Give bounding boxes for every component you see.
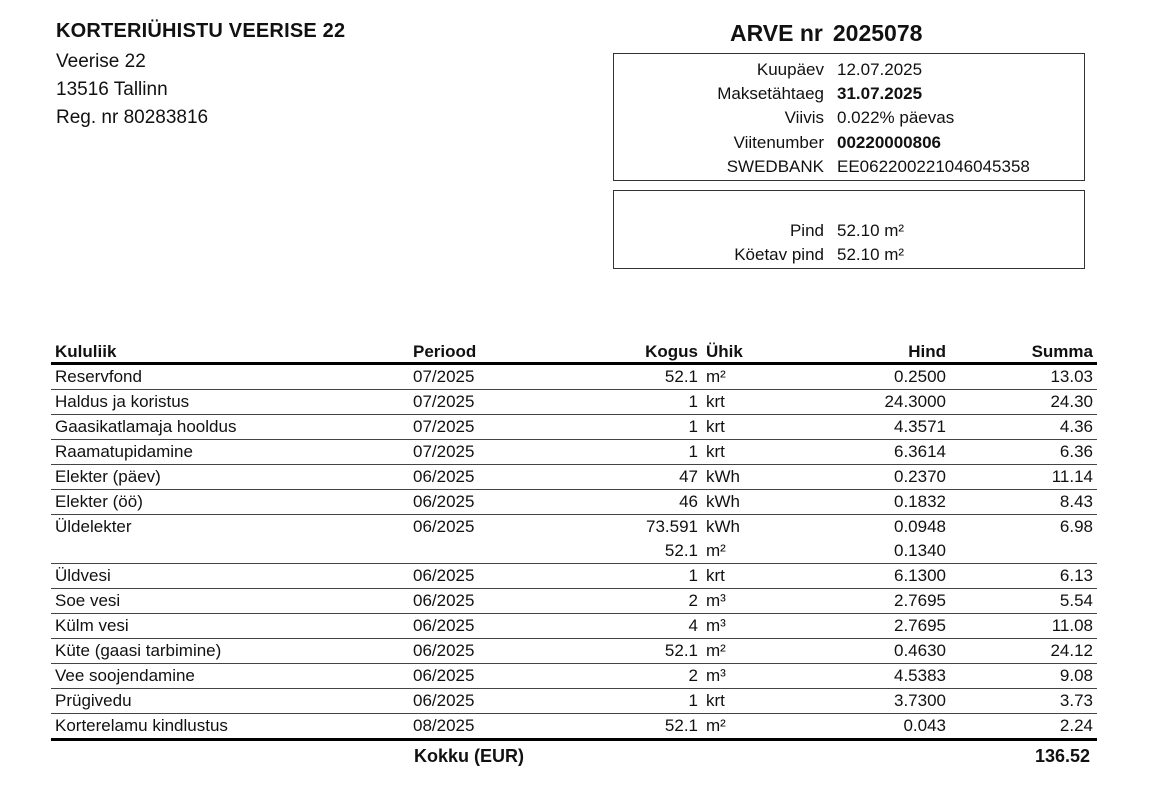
cell-sum: 11.08 xyxy=(950,614,1097,639)
cell-kind xyxy=(51,539,409,564)
area-label: Pind xyxy=(789,221,824,240)
cell-period: 06/2025 xyxy=(409,614,539,639)
table-row xyxy=(51,564,1097,589)
cell-sum: 4.36 xyxy=(950,415,1097,440)
table-row xyxy=(51,465,1097,490)
cell-unit: kWh xyxy=(702,490,772,515)
table-row xyxy=(51,539,1097,564)
header-price: Hind xyxy=(772,340,950,364)
header-unit: Ühik xyxy=(702,340,772,364)
heated-area-value: 52.10 m² xyxy=(837,245,905,264)
cell-sum: 13.03 xyxy=(950,364,1097,390)
cell-qty: 52.1 xyxy=(539,639,702,664)
cell-qty: 4 xyxy=(539,614,702,639)
invoice-number: 2025078 xyxy=(832,20,923,46)
cell-kind: Prügivedu xyxy=(51,689,409,714)
org-name: KORTERIÜHISTU VEERISE 22 xyxy=(56,20,346,42)
cell-price: 4.3571 xyxy=(772,415,950,440)
heated-area-label: Köetav pind xyxy=(734,245,824,264)
cell-unit: m³ xyxy=(702,664,772,689)
cell-unit: m² xyxy=(702,714,772,740)
table-row xyxy=(51,664,1097,689)
table-row xyxy=(51,589,1097,614)
cell-price: 2.7695 xyxy=(772,589,950,614)
org-address-line2: 13516 Tallinn xyxy=(56,79,168,100)
cell-qty: 52.1 xyxy=(539,714,702,740)
cell-sum: 8.43 xyxy=(950,490,1097,515)
cell-period: 07/2025 xyxy=(409,390,539,415)
table-row xyxy=(51,364,1097,390)
cell-period: 07/2025 xyxy=(409,415,539,440)
cell-period: 06/2025 xyxy=(409,689,539,714)
cell-kind: Korterelamu kindlustus xyxy=(51,714,409,740)
cell-period xyxy=(409,539,539,564)
table-row xyxy=(51,490,1097,515)
cell-period: 07/2025 xyxy=(409,440,539,465)
table-row xyxy=(51,390,1097,415)
field-reference-value: 00220000806 xyxy=(837,133,942,152)
cell-unit: m² xyxy=(702,364,772,390)
table-row xyxy=(51,714,1097,740)
cell-price: 0.4630 xyxy=(772,639,950,664)
cell-qty: 52.1 xyxy=(539,364,702,390)
cell-price: 0.1340 xyxy=(772,539,950,564)
cell-unit: krt xyxy=(702,564,772,589)
cell-period: 06/2025 xyxy=(409,664,539,689)
cell-sum: 5.54 xyxy=(950,589,1097,614)
cell-qty: 1 xyxy=(539,440,702,465)
header-kind: Kululiik xyxy=(51,340,409,364)
cell-unit: krt xyxy=(702,390,772,415)
cell-kind: Külm vesi xyxy=(51,614,409,639)
cell-kind: Haldus ja koristus xyxy=(51,390,409,415)
cell-period: 06/2025 xyxy=(409,589,539,614)
cell-sum: 11.14 xyxy=(950,465,1097,490)
table-row xyxy=(51,415,1097,440)
cell-kind: Raamatupidamine xyxy=(51,440,409,465)
header-period: Periood xyxy=(409,340,539,364)
total-label: Kokku (EUR) xyxy=(414,746,525,766)
table-row xyxy=(51,689,1097,714)
cell-price: 4.5383 xyxy=(772,664,950,689)
cell-sum: 2.24 xyxy=(950,714,1097,740)
cell-kind: Üldvesi xyxy=(51,564,409,589)
cell-unit: m² xyxy=(702,539,772,564)
cell-unit: m³ xyxy=(702,614,772,639)
cell-unit: kWh xyxy=(706,517,740,536)
cell-price: 6.3614 xyxy=(772,440,950,465)
table-row xyxy=(51,515,1097,540)
cell-period: 06/2025 xyxy=(409,465,539,490)
cell-unit: m³ xyxy=(702,589,772,614)
field-date-value: 12.07.2025 xyxy=(837,60,923,79)
cell-qty: 46 xyxy=(539,490,702,515)
cell-price: 0.2500 xyxy=(772,364,950,390)
invoice-title-label: ARVE nr xyxy=(730,20,823,46)
table-row xyxy=(51,440,1097,465)
cell-sum: 6.36 xyxy=(950,440,1097,465)
cell-price: 0.043 xyxy=(772,714,950,740)
table-row xyxy=(51,614,1097,639)
cell-qty: 52.1 xyxy=(539,539,702,564)
org-address-line1: Veerise 22 xyxy=(56,51,146,72)
cell-unit: kWh xyxy=(702,465,772,490)
field-date-label: Kuupäev xyxy=(756,60,824,79)
cell-sum xyxy=(950,539,1097,564)
cell-qty: 1 xyxy=(539,390,702,415)
cell-sum: 9.08 xyxy=(950,664,1097,689)
cell-kind: Gaasikatlamaja hooldus xyxy=(51,415,409,440)
invoice-details-box xyxy=(613,53,1085,181)
field-due-date-value: 31.07.2025 xyxy=(837,84,923,103)
cell-kind: Soe vesi xyxy=(51,589,409,614)
org-reg-number: Reg. nr 80283816 xyxy=(56,107,209,128)
table-body xyxy=(51,364,1097,740)
cell-sum: 3.73 xyxy=(950,689,1097,714)
cell-kind: Üldelekter xyxy=(55,517,132,536)
cell-kind: Reservfond xyxy=(51,364,409,390)
cell-kind: Elekter (öö) xyxy=(51,490,409,515)
cell-period: 06/2025 xyxy=(409,639,539,664)
field-penalty-value: 0.022% päevas xyxy=(837,108,955,127)
area-box xyxy=(613,190,1085,269)
cell-unit: m² xyxy=(702,639,772,664)
field-due-date-label: Maksetähtaeg xyxy=(717,84,824,103)
cell-kind: Elekter (päev) xyxy=(51,465,409,490)
cell-qty: 47 xyxy=(539,465,702,490)
cell-unit: krt xyxy=(702,415,772,440)
cell-qty: 1 xyxy=(539,564,702,589)
cell-price: 0.0948 xyxy=(894,517,946,536)
cell-kind: Küte (gaasi tarbimine) xyxy=(51,639,409,664)
cell-sum: 6.13 xyxy=(950,564,1097,589)
cell-price: 24.3000 xyxy=(772,390,950,415)
cell-qty: 2 xyxy=(539,589,702,614)
field-bank-value: EE062200221046045358 xyxy=(837,157,1030,176)
cell-price: 0.1832 xyxy=(772,490,950,515)
cell-period: 07/2025 xyxy=(409,364,539,390)
field-penalty-label: Viivis xyxy=(784,108,824,127)
cell-qty: 1 xyxy=(539,415,702,440)
invoice-title xyxy=(730,20,922,47)
cell-sum: 24.12 xyxy=(950,639,1097,664)
cell-unit: krt xyxy=(702,440,772,465)
cell-kind: Vee soojendamine xyxy=(51,664,409,689)
cell-price: 2.7695 xyxy=(772,614,950,639)
cell-unit: krt xyxy=(702,689,772,714)
cell-qty: 1 xyxy=(539,689,702,714)
header-qty: Kogus xyxy=(539,340,702,364)
field-reference-label: Viitenumber xyxy=(733,133,824,152)
cell-sum: 6.98 xyxy=(1059,517,1093,536)
header-sum: Summa xyxy=(950,340,1097,364)
cell-price: 0.2370 xyxy=(772,465,950,490)
total-value: 136.52 xyxy=(1034,746,1090,766)
cell-period: 06/2025 xyxy=(413,517,475,536)
cell-qty: 2 xyxy=(539,664,702,689)
invoice-items-table xyxy=(51,340,1097,741)
area-value: 52.10 m² xyxy=(837,221,905,240)
cell-period: 06/2025 xyxy=(409,490,539,515)
cell-price: 6.1300 xyxy=(772,564,950,589)
cell-qty: 73.591 xyxy=(646,517,698,536)
cell-period: 06/2025 xyxy=(409,564,539,589)
field-bank-label: SWEDBANK xyxy=(726,157,824,176)
table-header-row xyxy=(51,340,1097,364)
cell-period: 08/2025 xyxy=(409,714,539,740)
cell-sum: 24.30 xyxy=(950,390,1097,415)
cell-price: 3.7300 xyxy=(772,689,950,714)
table-row xyxy=(51,639,1097,664)
